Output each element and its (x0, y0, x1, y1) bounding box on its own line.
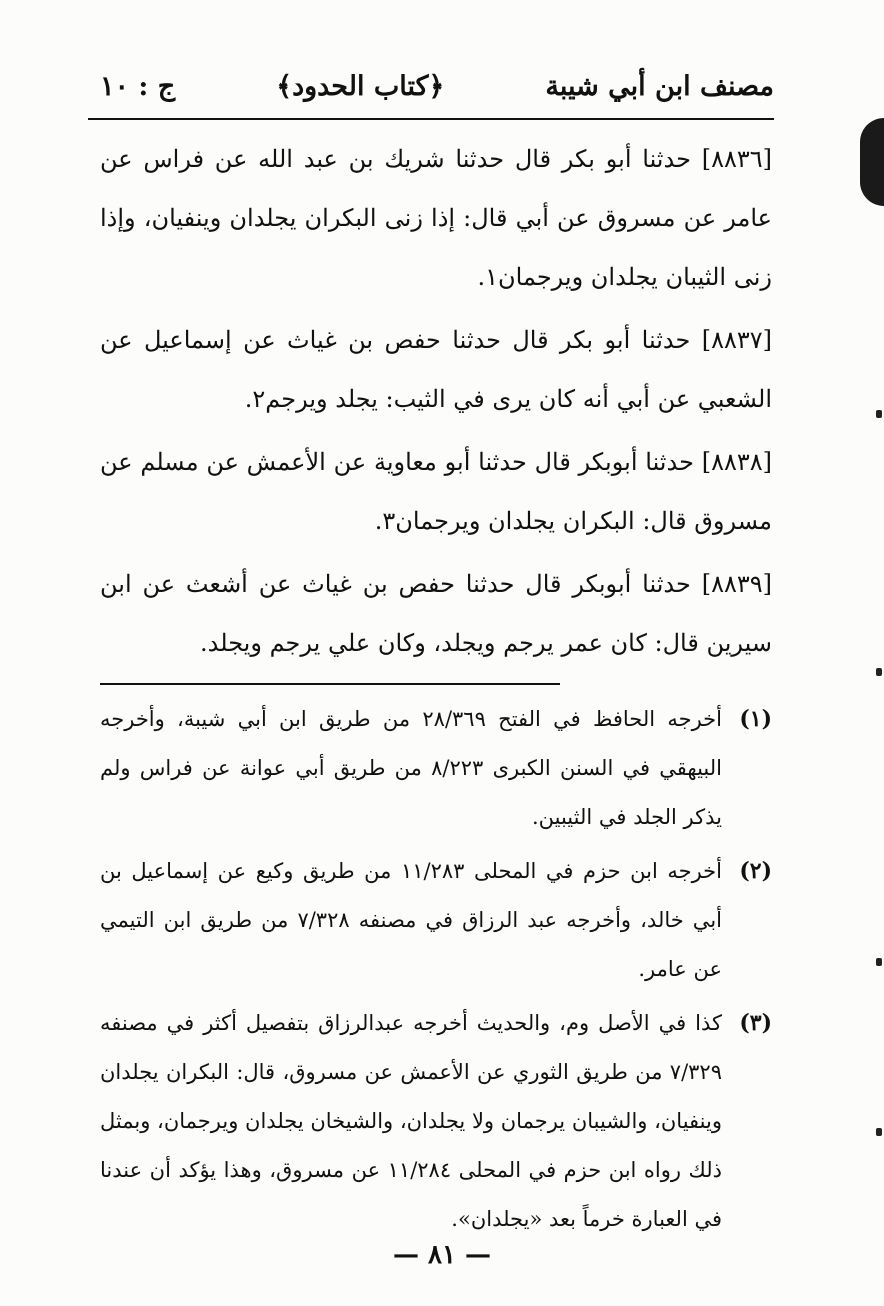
scan-speck (876, 1128, 882, 1136)
footnote-number: (٢) (739, 858, 772, 884)
chapter-title: ﴿كتاب الحدود﴾ (276, 70, 445, 102)
hadith-8837: [٨٨٣٧] حدثنا أبو بكر قال حدثنا حفص بن غياث عن إسماعيل عن الشعبي عن أبي أنه كان يرى في الثيب: يجلد ويرجم٢. (100, 326, 772, 413)
scan-speck (876, 958, 882, 966)
scan-ink-blot (860, 118, 884, 206)
book-title: مصنف ابن أبي شيبة (545, 70, 774, 102)
footnote-text: كذا في الأصل وم، والحديث أخرجه عبدالرزاق بتفصيل أكثر في مصنفه ٧/٣٢٩ من طريق الثوري عن الأعمش عن مسروق، قال: البكران يجلدان وينفيان، والشيبان يرجمان ولا يجلدان، والشيخان يجلدان ويرجمان، وبمثل ذلك رواه ابن حزم في المحلى ١١/٢٨٤ عن مسروق، وهذا يؤكد أن عندنا في العبارة خرماً بعد «يجلدان». (100, 1011, 723, 1231)
footnote-number: (١) (739, 706, 772, 732)
header-rule (88, 118, 774, 120)
hadith-body (100, 130, 772, 677)
scan-speck (876, 668, 882, 676)
footnotes (100, 695, 772, 1249)
volume-number: ج : ١٠ (100, 70, 176, 102)
hadith-8839: [٨٨٣٩] حدثنا أبوبكر قال حدثنا حفص بن غياث عن أشعث عن ابن سيرين قال: كان عمر يرجم ويجلد، وكان علي يرجم ويجلد. (100, 570, 772, 657)
footnote-number: (٣) (739, 1010, 772, 1036)
footnote-rule (100, 683, 560, 685)
footnote-1 (100, 695, 772, 842)
footnote-2 (100, 847, 772, 994)
running-header (100, 62, 774, 110)
footnote-text: أخرجه ابن حزم في المحلى ١١/٢٨٣ من طريق وكيع عن إسماعيل بن أبي خالد، وأخرجه عبد الرزاق في مصنفه ٧/٣٢٨ من طريق ابن التيمي عن عامر. (100, 859, 723, 981)
page-number: — ٨١ — (392, 1240, 492, 1270)
hadith-8836: [٨٨٣٦] حدثنا أبو بكر قال حدثنا شريك بن عبد الله عن فراس عن عامر عن مسروق عن أبي قال: إذا زنى البكران يجلدان وينفيان، وإذا زنى الثيبان يجلدان ويرجمان١. (100, 145, 772, 291)
hadith-8838: [٨٨٣٨] حدثنا أبوبكر قال حدثنا أبو معاوية عن الأعمش عن مسلم عن مسروق قال: البكران يجلدان ويرجمان٣. (100, 448, 772, 535)
scan-speck (876, 410, 882, 418)
footnote-text: أخرجه الحافظ في الفتح ٢٨/٣٦٩ من طريق ابن أبي شيبة، وأخرجه البيهقي في السنن الكبرى ٨/٢٢٣ من طريق أبي عوانة عن فراس ولم يذكر الجلد في الثيبين. (100, 707, 723, 829)
footnote-3 (100, 999, 772, 1244)
